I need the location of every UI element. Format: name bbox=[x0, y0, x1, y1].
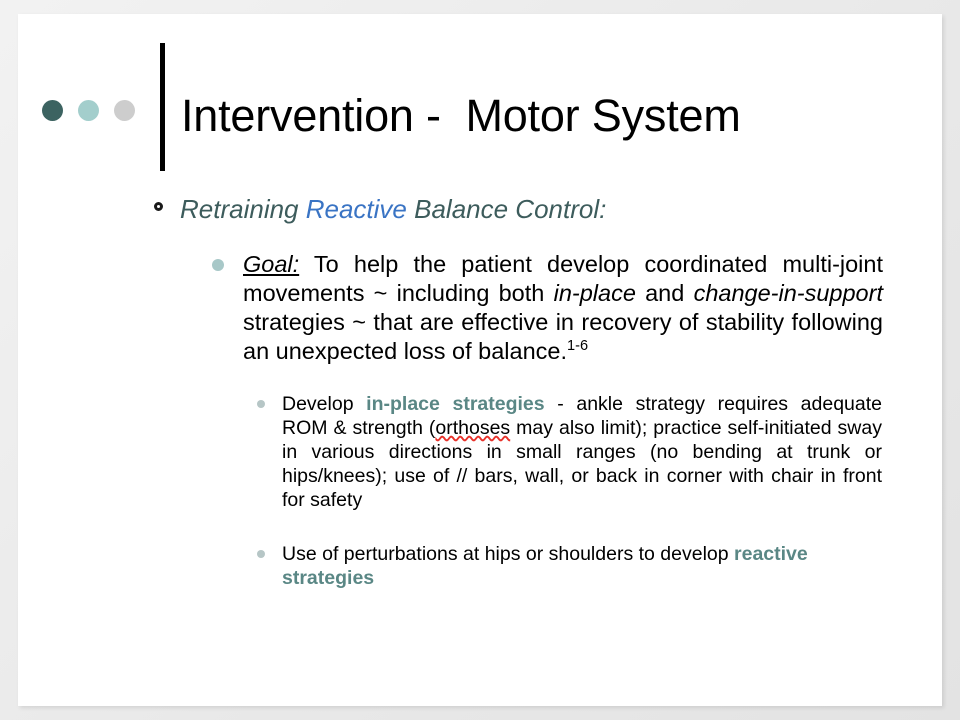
goal-label: Goal: bbox=[243, 251, 300, 277]
small-dot-bullet-icon bbox=[257, 400, 265, 408]
decorative-dot-light-teal-icon bbox=[78, 100, 99, 121]
goal-segment-2: and bbox=[635, 280, 694, 306]
bullet-level2-goal bbox=[208, 250, 883, 366]
citation-superscript: 1-6 bbox=[567, 338, 589, 355]
heading-text-before: Retraining bbox=[180, 194, 306, 224]
sub1-highlight-in-place-strategies: in-place strategies bbox=[366, 393, 545, 415]
decorative-dot-gray-icon bbox=[114, 100, 135, 121]
sub2-highlight-reactive-strategies: reactive strategies bbox=[282, 543, 808, 589]
bullet-level3-in-place-strategies bbox=[250, 392, 882, 512]
page-title: Intervention - Motor System bbox=[181, 90, 741, 141]
heading-highlight-reactive: Reactive bbox=[305, 194, 407, 224]
bullet-level1-retraining bbox=[152, 192, 942, 226]
slide-title-block bbox=[18, 14, 942, 184]
ring-bullet-icon bbox=[154, 202, 163, 211]
sub1-segment-0: Develop bbox=[282, 393, 367, 415]
presentation-slide bbox=[18, 14, 942, 706]
heading-text-after: Balance Control: bbox=[406, 194, 607, 224]
title-vertical-rule bbox=[160, 43, 165, 171]
goal-segment-0: To help the patient develop coordinated multi-joint movements ~ including both bbox=[243, 251, 883, 306]
small-dot-bullet-icon bbox=[257, 550, 265, 558]
sub1-segment-4: may also limit); practice self-initiated sway in various directions in small ranges (no bending at trunk or hips/knees); use of // bars, wall, or back in corner with chair in front for safety bbox=[282, 417, 882, 511]
goal-segment-3-change-in-support: change-in-support bbox=[693, 280, 883, 306]
decorative-dot-dark-teal-icon bbox=[42, 100, 63, 121]
goal-segment-1-in-place: in-place bbox=[553, 280, 636, 306]
sub1-segment-2: - ankle strategy requires adequate ROM & strength ( bbox=[282, 393, 882, 439]
sub1-misspelled-orthoses: orthoses bbox=[435, 417, 511, 439]
filled-circle-bullet-icon bbox=[212, 259, 224, 271]
bullet-level3-perturbations bbox=[250, 542, 882, 590]
goal-segment-4: strategies ~ that are effective in recovery of stability following an unexpected loss of balance. bbox=[243, 309, 883, 364]
sub2-segment-0: Use of perturbations at hips or shoulders to develop bbox=[282, 543, 735, 565]
slide-body bbox=[18, 192, 942, 590]
decorative-dots-group bbox=[42, 100, 135, 121]
